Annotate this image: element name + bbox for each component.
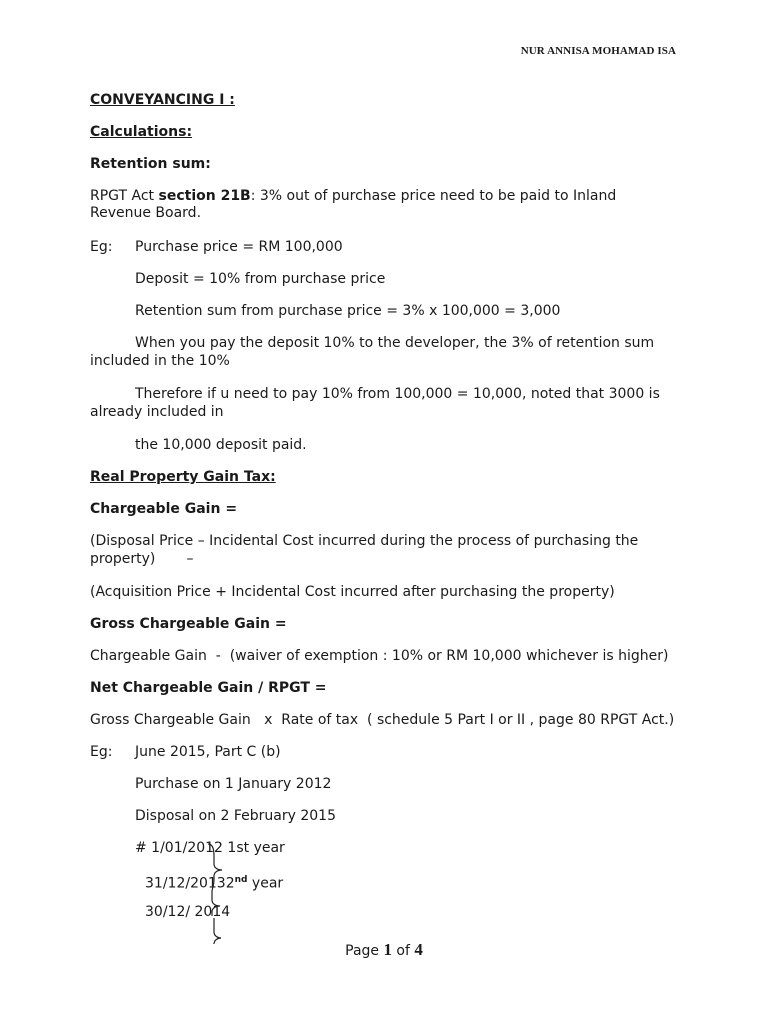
gross-formula: Chargeable Gain - (waiver of exemption : 10% or RM 10,000 whichever is higher) bbox=[90, 648, 669, 664]
eg2-label: Eg: bbox=[90, 744, 113, 760]
net-heading: Net Chargeable Gain / RPGT = bbox=[90, 680, 327, 696]
year1-label: 1st year bbox=[227, 840, 285, 856]
disposal-line2: property) – bbox=[90, 551, 194, 567]
year2-label: year bbox=[247, 875, 284, 892]
eg2-disposal: Disposal on 2 February 2015 bbox=[135, 808, 336, 824]
eg1-when-line2: included in the 10% bbox=[90, 353, 230, 369]
page-total: 4 bbox=[414, 940, 423, 959]
page-footer bbox=[0, 940, 768, 960]
eg1-therefore-line2: already included in bbox=[90, 404, 224, 420]
chargeable-gain-heading: Chargeable Gain = bbox=[90, 501, 238, 517]
gross-heading: Gross Chargeable Gain = bbox=[90, 616, 287, 632]
eg1-when-line1: When you pay the deposit 10% to the developer, the 3% of retention sum bbox=[135, 335, 655, 351]
eg1-label: Eg: bbox=[90, 239, 113, 255]
eg1-deposit-paid: the 10,000 deposit paid. bbox=[135, 437, 307, 453]
of-word: of bbox=[391, 943, 415, 959]
rpgt-act-rest: : 3% out of purchase price need to be paid to Inland Revenue Board. bbox=[90, 188, 617, 221]
page-number: 1 bbox=[383, 940, 392, 959]
eg1-therefore-line1: Therefore if u need to pay 10% from 100,000 = 10,000, noted that 3000 is bbox=[135, 386, 660, 402]
eg2-purchase: Purchase on 1 January 2012 bbox=[135, 776, 332, 792]
doc-title: CONVEYANCING I : bbox=[90, 92, 235, 108]
brace-marks-icon bbox=[200, 842, 230, 950]
year2-date: 31/12/2013 bbox=[145, 875, 226, 892]
acquisition-line: (Acquisition Price + Incidental Cost incurred after purchasing the property) bbox=[90, 584, 615, 600]
year1-date: # 1/01/2012 bbox=[135, 840, 228, 856]
rpgt-section-paragraph bbox=[90, 188, 680, 222]
section-21b: section 21B bbox=[158, 188, 251, 204]
year2-num: 2 bbox=[225, 875, 235, 892]
year2-sup: nd bbox=[234, 875, 248, 885]
calculations-heading: Calculations: bbox=[90, 124, 193, 140]
eg1-purchase: Purchase price = RM 100,000 bbox=[135, 239, 343, 255]
year3-date: 30/12/ 2014 bbox=[145, 904, 231, 920]
rpgt-act-text: RPGT Act bbox=[90, 188, 159, 204]
eg1-deposit: Deposit = 10% from purchase price bbox=[135, 271, 386, 287]
author-header: NUR ANNISA MOHAMAD ISA bbox=[520, 45, 676, 57]
page-word: Page bbox=[345, 943, 384, 959]
eg2-ref: June 2015, Part C (b) bbox=[135, 744, 281, 760]
eg1-retention: Retention sum from purchase price = 3% x 100,000 = 3,000 bbox=[135, 303, 561, 319]
net-formula: Gross Chargeable Gain x Rate of tax ( schedule 5 Part I or II , page 80 RPGT Act.) bbox=[90, 712, 675, 728]
retention-heading: Retention sum: bbox=[90, 156, 211, 172]
disposal-line1: (Disposal Price – Incidental Cost incurred during the process of purchasing the bbox=[90, 533, 639, 549]
rpgt-heading: Real Property Gain Tax: bbox=[90, 469, 276, 485]
